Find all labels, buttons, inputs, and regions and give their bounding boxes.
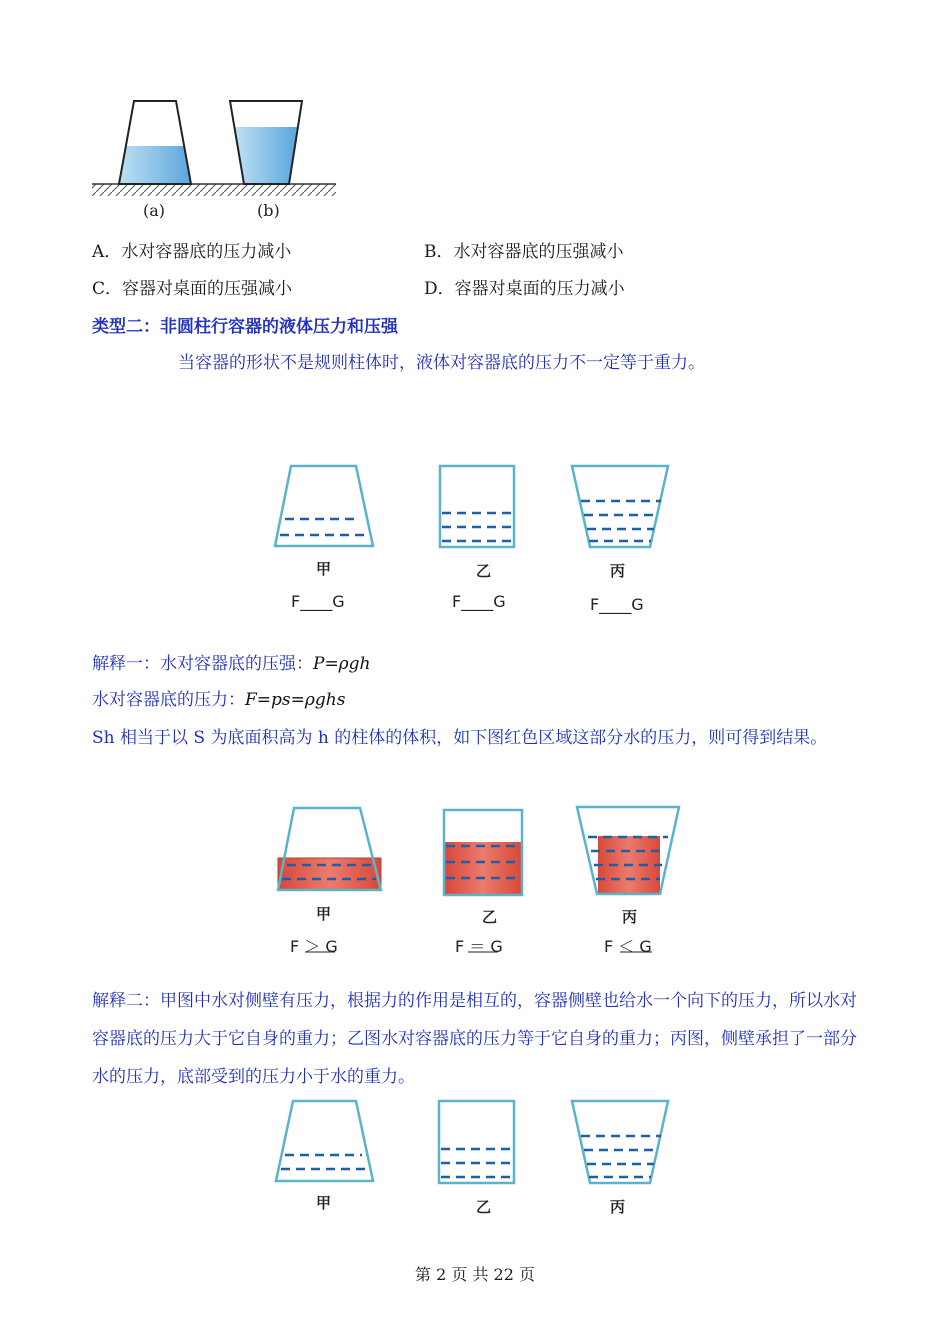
option-b: B．水对容器底的压强减小 xyxy=(424,242,624,262)
fig2-name-bing: 丙 xyxy=(622,908,638,926)
fig1-name-jia: 甲 xyxy=(316,560,332,578)
explain1-line3: Sh 相当于以 S 为底面积高为 h 的柱体的体积，如下图红色区域这部分水的压力，则可得到结果。 xyxy=(92,728,828,748)
explain1-line2-prefix: 水对容器底的压力： xyxy=(92,690,245,710)
fig2-relation-yi: F ＝ G xyxy=(455,937,503,956)
explain1-line1-prefix: 解释一：水对容器底的压强： xyxy=(92,654,313,674)
fig1-relation-jia: F____G xyxy=(291,592,345,611)
fig1-relation-bing: F____G xyxy=(590,595,644,614)
explain1-line2-formula: F=ps=ρghs xyxy=(245,690,346,710)
fig3-name-jia: 甲 xyxy=(316,1194,332,1212)
page-footer: 第 2 页 共 22 页 xyxy=(415,1265,535,1284)
explain1-line1-formula: P=ρgh xyxy=(313,654,371,674)
container3-yi xyxy=(439,1101,514,1183)
fig3-name-yi: 乙 xyxy=(476,1198,492,1216)
fig3-name-bing: 丙 xyxy=(610,1198,626,1216)
fig2-relation-bing: F ＜ G xyxy=(604,937,652,956)
container3-bing xyxy=(572,1101,668,1183)
fig1-name-yi: 乙 xyxy=(476,562,492,580)
fig2-name-yi: 乙 xyxy=(482,908,498,926)
section-intro: 当容器的形状不是规则柱体时，液体对容器底的压力不一定等于重力。 xyxy=(178,353,705,373)
fig2-name-jia: 甲 xyxy=(316,905,332,923)
label-a: (a) xyxy=(143,201,166,220)
label-b: (b) xyxy=(257,201,280,220)
section-heading: 类型二：非圆柱行容器的液体压力和压强 xyxy=(92,317,398,337)
explain2-text: 解释二：甲图中水对侧壁有压力，根据力的作用是相互的，容器侧壁也给水一个向下的压力，所以水对容器底的压力大于它自身的重力；乙图水对容器底的压力等于它自身的重力；丙图，侧壁承担了一部分水的压力，底部受到的压力小于水的重力。 xyxy=(92,991,857,1087)
fig1-name-bing: 丙 xyxy=(610,562,626,580)
option-a: A．水对容器底的压力减小 xyxy=(92,242,292,262)
option-d: D．容器对桌面的压力减小 xyxy=(424,279,625,299)
fig1-relation-yi: F____G xyxy=(452,592,506,611)
fig2-relation-jia: F ＞ G xyxy=(290,937,338,956)
option-c: C．容器对桌面的压强减小 xyxy=(92,279,293,299)
